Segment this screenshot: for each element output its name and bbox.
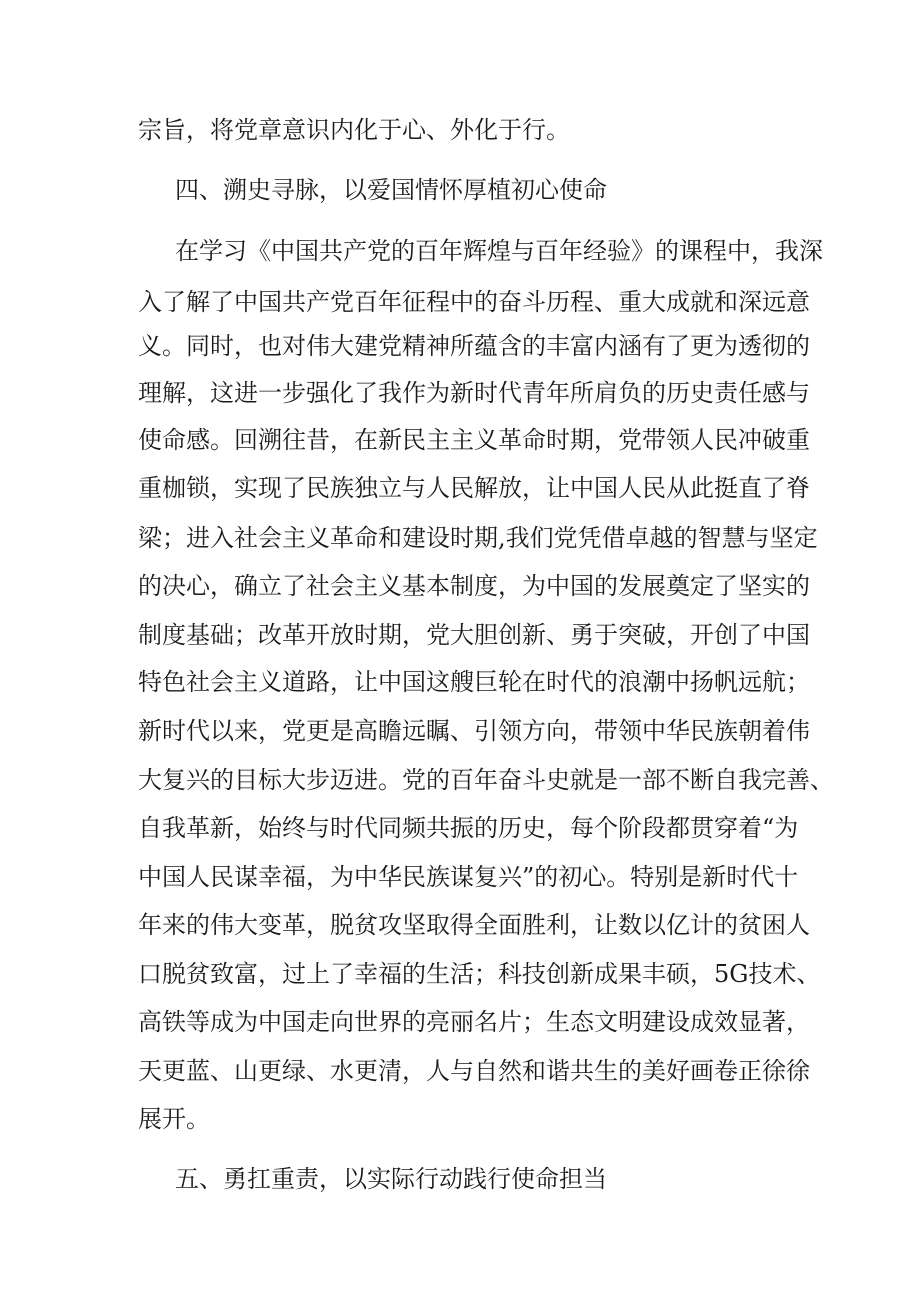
continuation-line: 宗旨，将党章意识内化于心、外化于行。: [138, 116, 570, 144]
paragraph-line: 梁；进入社会主义革命和建设时期,我们党凭借卓越的智慧与坚定: [138, 524, 818, 552]
paragraph-line: 特色社会主义道路，让中国这艘巨轮在时代的浪潮中扬帆远航；: [138, 668, 810, 696]
paragraph-line: 新时代以来，党更是高瞻远瞩、引领方向，带领中华民族朝着伟: [138, 717, 810, 745]
paragraph-line: 使命感。回溯往昔，在新民主主义革命时期，党带领人民冲破重: [138, 426, 810, 454]
paragraph-line: 天更蓝、山更绿、水更清，人与自然和谐共生的美好画卷正徐徐: [138, 1057, 810, 1085]
paragraph-line: 在学习《中国共产党的百年辉煌与百年经验》的课程中，我深: [175, 237, 823, 265]
paragraph-line: 理解，这进一步强化了我作为新时代青年所肩负的历史责任感与: [138, 379, 810, 407]
paragraph-line: 展开。: [138, 1105, 210, 1133]
paragraph-line: 口脱贫致富，过上了幸福的生活；科技创新成果丰硕，5G技术、: [138, 960, 821, 988]
section-heading-4: 四、溯史寻脉，以爱国情怀厚植初心使命: [175, 176, 607, 204]
paragraph-line: 入了解了中国共产党百年征程中的奋斗历程、重大成就和深远意: [138, 288, 810, 316]
paragraph-line: 义。同时，也对伟大建党精神所蕴含的丰富内涵有了更为透彻的: [138, 332, 810, 360]
section-heading-5: 五、勇扛重责，以实际行动践行使命担当: [175, 1165, 607, 1193]
paragraph-line: 中国人民谋幸福，为中华民族谋复兴”的初心。特别是新时代十: [138, 863, 799, 891]
paragraph-line: 大复兴的目标大步迈进。党的百年奋斗史就是一部不断自我完善、: [138, 766, 834, 794]
paragraph-line: 重枷锁，实现了民族独立与人民解放，让中国人民从此挺直了脊: [138, 474, 810, 502]
paragraph-line: 年来的伟大变革，脱贫攻坚取得全面胜利，让数以亿计的贫困人: [138, 911, 810, 939]
paragraph-line: 制度基础；改革开放时期，党大胆创新、勇于突破，开创了中国: [138, 621, 810, 649]
paragraph-line: 的决心，确立了社会主义基本制度，为中国的发展奠定了坚实的: [138, 572, 810, 600]
paragraph-line: 高铁等成为中国走向世界的亮丽名片；生态文明建设成效显著，: [138, 1008, 810, 1036]
paragraph-line: 自我革新，始终与时代同频共振的历史，每个阶段都贯穿着“为: [138, 814, 799, 842]
